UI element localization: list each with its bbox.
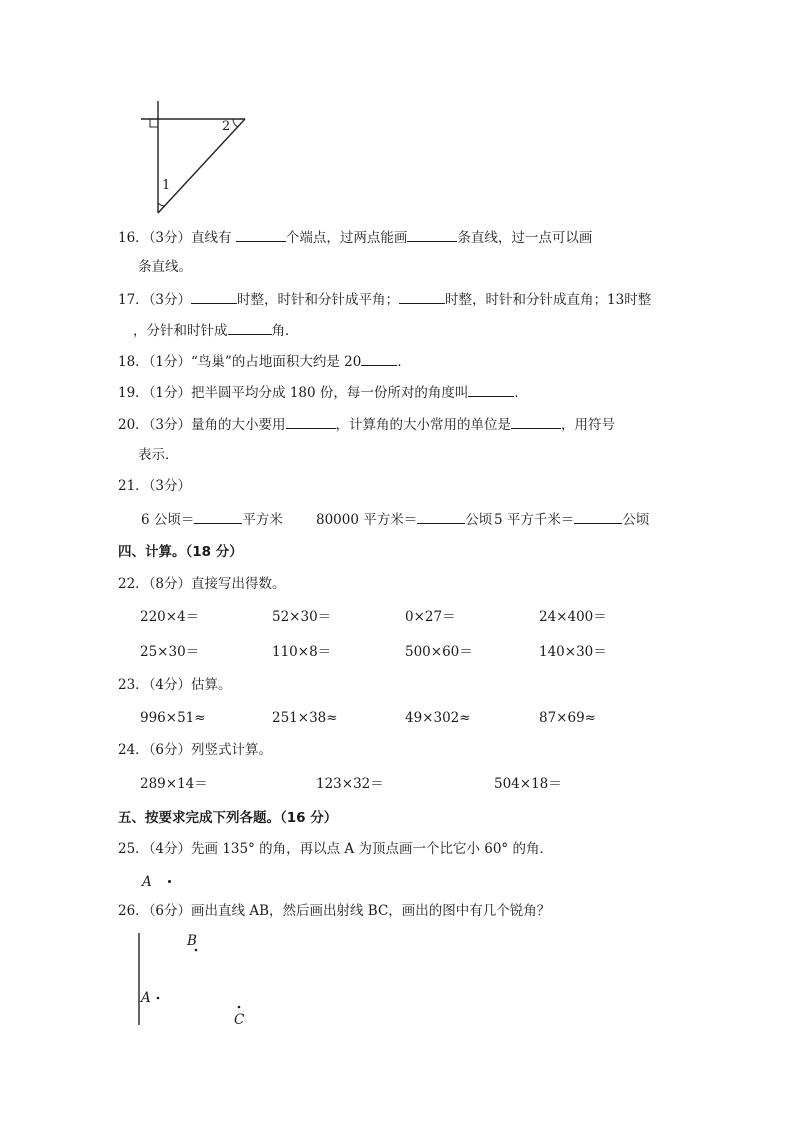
calc-item: 24×400＝ — [539, 609, 607, 625]
question-20: 20．（3分）量角的大小要用 ，计算角的大小常用的单位是 ，用符号 — [118, 414, 615, 435]
question-number: 16． — [118, 230, 149, 246]
calc-item: 220×4＝ — [140, 609, 200, 625]
question-score: （8分） — [148, 576, 192, 592]
section-4-heading: 四、计算。（18 分） — [118, 544, 243, 560]
question-score: （3分） — [148, 292, 192, 308]
point-b-label: B — [187, 933, 197, 949]
question-26: 26．（6分）画出直线 AB，然后画出射线 BC，画出的图中有几个锐角？ — [118, 903, 551, 919]
question-24: 24．（6分）列竖式计算。 — [118, 742, 273, 758]
question-21-item-c: 5 平方千米＝ 公顷 — [494, 509, 649, 530]
question-number: 25． — [118, 841, 149, 857]
question-number: 18． — [118, 354, 149, 370]
question-number: 26． — [118, 903, 149, 919]
question-score: （4分） — [148, 841, 192, 857]
question-number: 17． — [118, 292, 149, 308]
estimate-item: 251×38≈ — [272, 710, 338, 726]
question-score: （3分） — [148, 230, 192, 246]
question-number: 22． — [118, 576, 149, 592]
question-20-cont: 表示． — [138, 447, 179, 463]
question-19: 19．（1分）把半圆平均分成 180 份，每一份所对的角度叫 ． — [118, 382, 528, 403]
calc-item: 0×27＝ — [405, 609, 456, 625]
question-score: （6分） — [148, 903, 192, 919]
question-21-item-b: 80000 平方米＝ 公顷 — [316, 509, 492, 530]
question-score: （1分） — [148, 354, 192, 370]
question-number: 21． — [118, 478, 149, 494]
angle-2-label: 2 — [222, 119, 231, 134]
question-score: （1分） — [148, 385, 192, 401]
question-score: （3分） — [148, 417, 192, 433]
question-17-cont: ，分针和时针成 角． — [133, 320, 299, 341]
question-21-item-a: 6 公顷＝ 平方米 — [141, 509, 283, 530]
question-23: 23．（4分）估算。 — [118, 677, 232, 693]
vertical-calc-item: 123×32＝ — [316, 776, 384, 792]
section-5-heading: 五、按要求完成下列各题。（16 分） — [118, 810, 338, 826]
question-score: （3分） — [148, 478, 192, 494]
estimate-item: 996×51≈ — [140, 710, 206, 726]
calc-item: 25×30＝ — [140, 644, 200, 660]
question-number: 20． — [118, 417, 149, 433]
vertical-calc-item: 504×18＝ — [494, 776, 562, 792]
point-a-dot — [157, 997, 160, 1000]
calc-item: 500×60＝ — [405, 644, 473, 660]
vertical-calc-item: 289×14＝ — [140, 776, 208, 792]
angle-1-label: 1 — [162, 178, 171, 193]
question-25: 25．（4分）先画 135° 的角，再以点 A 为顶点画一个比它小 60° 的角． — [118, 841, 553, 857]
question-16-cont: 条直线。 — [138, 259, 192, 275]
point-a-label: A — [142, 874, 152, 890]
question-score: （6分） — [148, 742, 192, 758]
point-c-label: C — [234, 1012, 245, 1028]
point-b-dot — [195, 949, 198, 952]
question-number: 24． — [118, 742, 149, 758]
question-17: 17．（3分） 时整，时针和分针成平角； 时整，时针和分针成直角；13时整 — [118, 289, 651, 310]
question-18: 18．（1分）“鸟巢”的占地面积大约是 20 ． — [118, 351, 411, 372]
point-a-label: A — [141, 990, 151, 1006]
calc-item: 140×30＝ — [539, 644, 607, 660]
question-score: （4分） — [148, 677, 192, 693]
estimate-item: 49×302≈ — [405, 710, 471, 726]
calc-item: 52×30＝ — [272, 609, 332, 625]
question-number: 19． — [118, 385, 149, 401]
question-number: 23． — [118, 677, 149, 693]
point-c-dot — [238, 1006, 241, 1009]
question-16: 16．（3分）直线有 个端点，过两点能画 条直线，过一点可以画 — [118, 227, 592, 248]
estimate-item: 87×69≈ — [539, 710, 596, 726]
calc-item: 110×8＝ — [272, 644, 332, 660]
question-22: 22．（8分）直接写出得数。 — [118, 576, 286, 592]
